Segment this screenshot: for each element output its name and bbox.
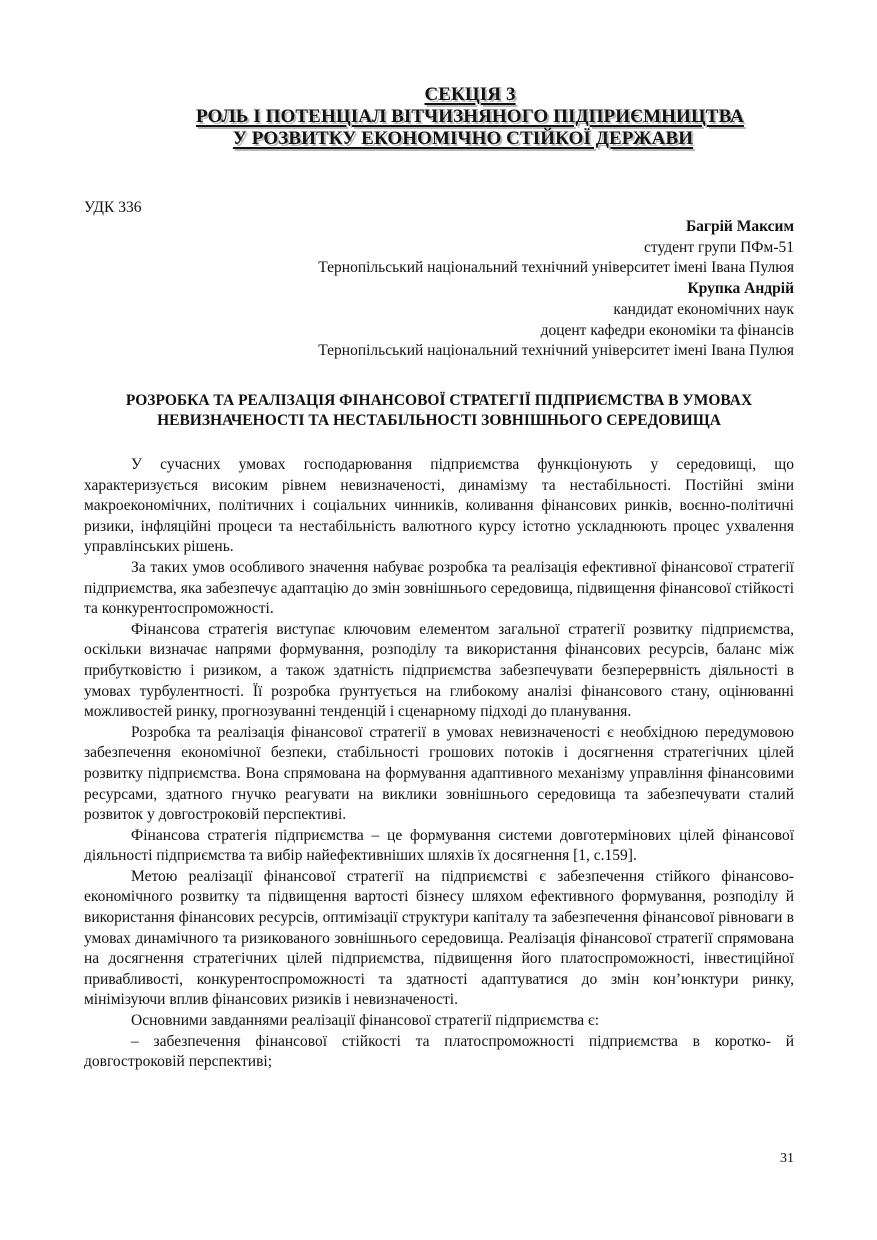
paragraph: Фінансова стратегія підприємства – це формування системи довготермінових цілей фінансової діяльності підприємства та вибір найефективніших шляхів їх досягнення [1, с.159]. [84,826,794,865]
author-position: студент групи ПФм-51 [644,238,794,256]
paragraph: Фінансова стратегія виступає ключовим елементом загальної стратегії розвитку підприємства, оскільки визначає напрями формування, розподілу та використання фінансових ресурсів, баланс між прибутковістю і ризиком, а також здатність підприємства забезпечувати безперервність діяльності в умовах турбулентності. Її розробка ґрунтується на глибокому аналізі фінансового стану, оцінюванні можливостей ринку, прогнозуванні тенденцій і сценарному підході до планування. [84,620,794,721]
paragraph: За таких умов особливого значення набуває розробка та реалізація ефективної фінансової стратегії підприємства, яка забезпечує адаптацію до змін зовнішнього середовища, підвищення фінансової стійкості та конкурентоспроможності. [84,558,794,618]
author-affiliation: Тернопільський національний технічний університет імені Івана Пулюя [318,259,794,277]
paragraph: Основними завданнями реалізації фінансової стратегії підприємства є: [131,1012,599,1030]
section-header [150,84,790,150]
section-title-line-2: У РОЗВИТКУ ЕКОНОМІЧНО СТІЙКОЇ ДЕРЖАВИ [232,128,694,149]
paragraph: У сучасних умовах господарювання підприємства функціонують у середовищі, що характеризується високим рівнем невизначеності, динамізму та нестабільності. Постійні зміни макроекономічних, політичних і соціальних чинників, коливання фінансових ринків, воєнно-політичні ризики, інфляційні процеси та нестабільність валютного курсу істотно ускладнюють процес ухвалення управлінських рішень. [84,456,794,556]
authors-block [318,217,794,362]
section-number: СЕКЦІЯ 3 [424,84,516,105]
article-title: РОЗРОБКА ТА РЕАЛІЗАЦІЯ ФІНАНСОВОЇ СТРАТЕГІЇ ПІДПРИЄМСТВА В УМОВАХ НЕВИЗНАЧЕНОСТІ ТА НЕСТАБІЛЬНОСТІ ЗОВНІШНЬОГО СЕРЕДОВИЩА [125,392,753,429]
list-item: – забезпечення фінансової стійкості та платоспроможності підприємства в коротко- й довгостроковій перспективі; [84,1032,794,1071]
paragraph: Розробка та реалізація фінансової стратегії в умовах невизначеності є необхідною передумовою забезпечення економічної безпеки, стабільності грошових потоків і досягнення стратегічних цілей розвитку підприємства. Вона спрямована на формування адаптивного механізму управління фінансовими ресурсами, здатного гнучко реагувати на виклики зовнішнього середовища та забезпечувати сталий розвиток у довгостроковій перспективі. [84,723,794,824]
article-body [84,455,794,1073]
author-position: доцент кафедри економіки та фінансів [540,321,794,339]
paragraph: Метою реалізації фінансової стратегії на підприємстві є забезпечення стійкого фінансово-економічного розвитку та підвищення вартості бізнесу шляхом ефективного формування, розподілу й використання фінансових ресурсів, оптимізації структури капіталу та забезпечення фінансової рівноваги в умовах динамічного та ризикованого зовнішнього середовища. Реалізація фінансової стратегії спрямована на досягнення стратегічних цілей підприємства, підвищення його платоспроможності, інвестиційної привабливості, конкурентоспроможності та здатності адаптуватися до змін конʼюнктури ринку, мінімізуючи вплив фінансових ризиків і невизначеності. [84,867,794,1009]
author-affiliation: Тернопільський національний технічний університет імені Івана Пулюя [318,342,794,360]
author-name: Крупка Андрій [687,280,794,298]
author-degree: кандидат економічних наук [613,300,794,318]
author-name: Багрій Максим [685,218,794,235]
page-number: 31 [780,1151,794,1166]
udk-code: УДК 336 [84,199,142,216]
section-title-line-1: РОЛЬ І ПОТЕНЦІАЛ ВІТЧИЗНЯНОГО ПІДПРИЄМНИЦТВА [196,106,744,127]
